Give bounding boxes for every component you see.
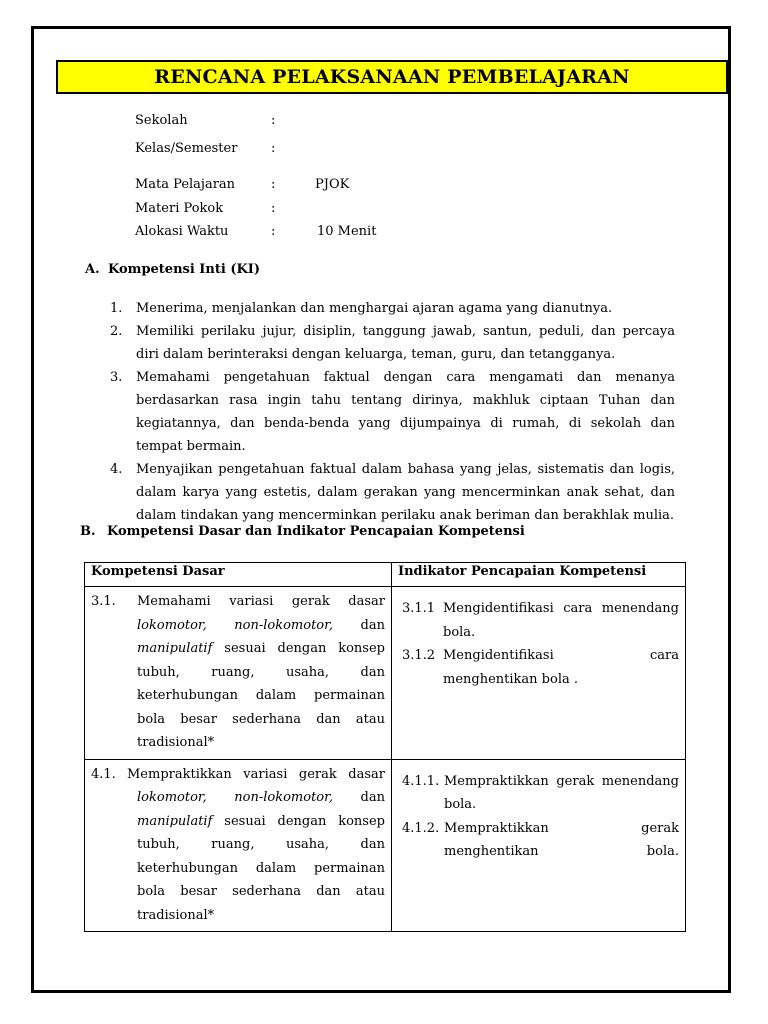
kd-first-line: Memahami variasi gerak dasar xyxy=(137,594,385,609)
kd-conjunction: dan xyxy=(360,617,385,633)
identity-value: PJOK xyxy=(315,177,350,192)
identity-colon: : xyxy=(271,113,276,128)
document-title: RENCANA PELAKSANAAN PEMBELAJARAN xyxy=(154,66,630,88)
indicator-text: Mengidentifikasi cara menendang bola. xyxy=(443,601,679,640)
kd-rest xyxy=(137,810,385,928)
kd-line xyxy=(137,786,385,810)
list-text: Memiliki perilaku jujur, disiplin, tanggung jawab, santun, peduli, dan percaya diri dalam berinteraksi dengan keluarga, teman, guru, dan tetangganya. xyxy=(136,324,675,362)
table-row xyxy=(85,759,686,932)
kd-rest xyxy=(137,637,385,755)
list-number: 4. xyxy=(110,462,123,477)
identity-label: Kelas/Semester xyxy=(135,141,238,156)
section-title: Kompetensi Inti (KI) xyxy=(108,262,260,277)
kd-italic-term: manipulatif xyxy=(137,641,213,656)
kd-rest-text: sesuai dengan konsep tubuh, ruang, usaha, dan keterhubungan dalam permainan bola besar sederhana dan atau tradisional* xyxy=(137,813,385,923)
table-row xyxy=(85,587,686,760)
kd-italic-term: lokomotor, xyxy=(137,790,207,805)
ipk-cell xyxy=(392,587,686,760)
indicator-item xyxy=(402,644,679,691)
list-item xyxy=(110,320,675,366)
list-text: Menerima, menjalankan dan menghargai ajaran agama yang dianutnya. xyxy=(136,301,613,316)
indicator-item xyxy=(402,770,679,817)
ki-list xyxy=(110,297,675,527)
indicator-text: Mempraktikkan gerak menendang bola. xyxy=(444,773,679,812)
indicator-number: 4.1.2. xyxy=(402,820,440,836)
identity-label: Mata Pelajaran xyxy=(135,177,236,192)
identity-label: Materi Pokok xyxy=(135,201,224,216)
kd-line xyxy=(137,614,385,638)
kd-cell xyxy=(85,759,392,932)
kd-rest-text: sesuai dengan konsep tubuh, ruang, usaha, dan keterhubungan dalam permainan bola besar sederhana dan atau tradisional* xyxy=(137,641,385,750)
identity-colon: : xyxy=(271,224,276,239)
identity-colon: : xyxy=(271,141,276,156)
ipk-cell xyxy=(392,759,686,932)
indicator-number: 4.1.1. xyxy=(402,773,440,789)
indicator-number: 3.1.1 xyxy=(402,601,436,616)
identity-value: 10 Menit xyxy=(317,224,377,239)
indicator-text: Mempraktikkan gerak menghentikan bola. xyxy=(444,820,679,859)
kd-conjunction: dan xyxy=(360,790,385,805)
list-item xyxy=(110,366,675,458)
section-letter: A. xyxy=(85,262,100,277)
list-number: 3. xyxy=(110,370,123,385)
kd-cell xyxy=(85,587,392,760)
section-title: Kompetensi Dasar dan Indikator Pencapaian Kompetensi xyxy=(107,524,525,539)
kd-first-line: Mempraktikkan variasi gerak dasar xyxy=(127,766,385,782)
kd-text xyxy=(91,763,385,928)
kd-italic-term: non-lokomotor, xyxy=(234,617,334,633)
indicator-item xyxy=(402,597,679,644)
list-item xyxy=(110,297,675,320)
kd-number: 3.1. xyxy=(91,594,116,609)
list-text: Menyajikan pengetahuan faktual dalam bahasa yang jelas, sistematis dan logis, dalam karya yang estetis, dalam gerakan yang mencerminkan anak sehat, dan dalam tindakan yang mencerminkan perilaku anak beriman dan berakhlak mulia. xyxy=(136,462,675,523)
kd-text xyxy=(91,590,385,755)
kd-indicator-table xyxy=(84,562,686,932)
list-text: Memahami pengetahuan faktual dengan cara mengamati dan menanya berdasarkan rasa ingin tahu tentang dirinya, makhluk ciptaan Tuhan dan kegiatannya, dan benda-benda yang dijumpainya di rumah, di sekolah dan tempat bermain. xyxy=(136,370,675,454)
column-header-ipk: Indikator Pencapaian Kompetensi xyxy=(392,563,686,587)
table-header-row xyxy=(85,563,686,587)
list-number: 2. xyxy=(110,324,123,339)
indicator-text: Mengidentifikasi cara menghentikan bola . xyxy=(443,648,679,687)
kd-number: 4.1. xyxy=(91,766,116,782)
kd-italic-term: non-lokomotor, xyxy=(234,790,334,805)
document-title-bar xyxy=(56,60,728,94)
kd-italic-term: manipulatif xyxy=(137,813,213,829)
indicator-number: 3.1.2 xyxy=(402,648,436,663)
identity-colon: : xyxy=(271,177,276,192)
identity-label: Alokasi Waktu xyxy=(135,224,229,239)
kd-italic-term: lokomotor, xyxy=(137,617,207,633)
indicator-item xyxy=(402,817,679,864)
section-letter: B. xyxy=(80,524,96,539)
list-number: 1. xyxy=(110,301,123,316)
identity-label: Sekolah xyxy=(135,113,188,128)
identity-colon: : xyxy=(271,201,276,216)
column-header-kd: Kompetensi Dasar xyxy=(85,563,392,587)
list-item xyxy=(110,458,675,527)
